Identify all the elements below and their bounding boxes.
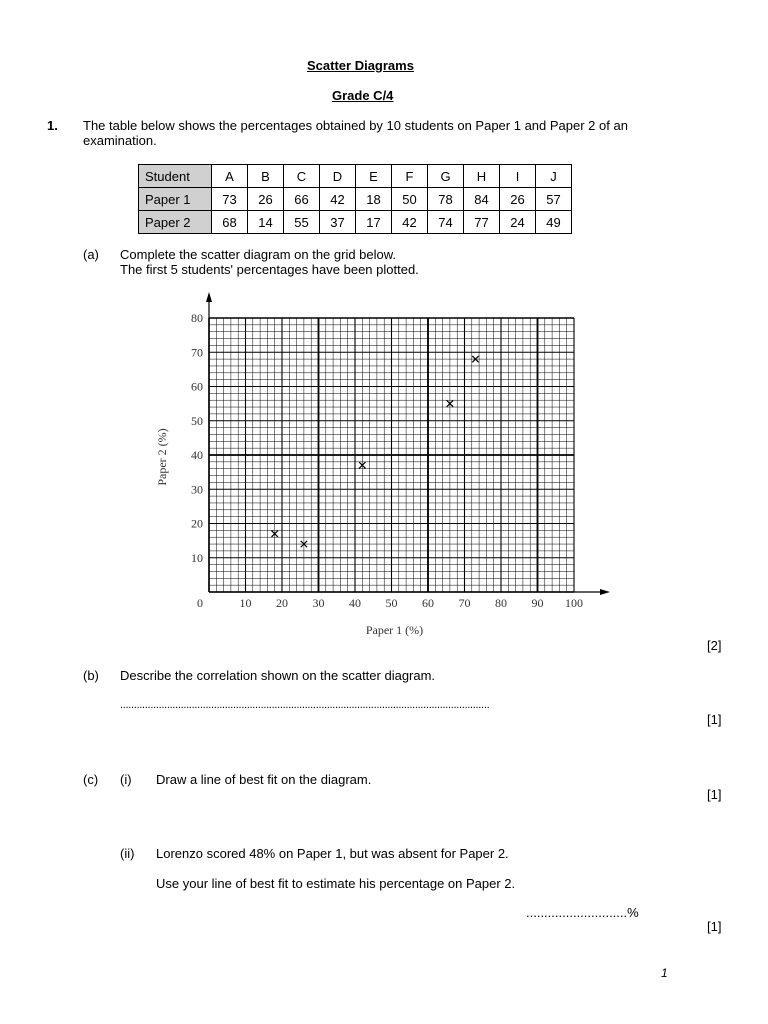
part-c-ii-line1: Lorenzo scored 48% on Paper 1, but was absent for Paper 2. (156, 846, 509, 861)
table-cell: G (428, 165, 464, 188)
table-cell: 77 (464, 211, 500, 234)
x-tick-label: 0 (197, 596, 203, 610)
table-cell: 42 (320, 188, 356, 211)
x-axis-arrow (600, 589, 610, 595)
y-tick-label: 20 (191, 516, 203, 531)
table-cell: 24 (500, 211, 536, 234)
y-axis-arrow (206, 292, 212, 302)
table-cell: 42 (392, 211, 428, 234)
question-intro-line2: examination. (83, 133, 157, 148)
row-label-student: Student (139, 165, 212, 188)
x-tick-label: 100 (565, 596, 583, 610)
table-cell: 17 (356, 211, 392, 234)
part-c-label: (c) (83, 772, 99, 787)
y-tick-label: 70 (191, 345, 203, 360)
x-tick-label: 60 (422, 596, 434, 610)
table-cell: 57 (536, 188, 572, 211)
table-cell: 26 (248, 188, 284, 211)
table-cell: 26 (500, 188, 536, 211)
table-cell: 74 (428, 211, 464, 234)
x-tick-label: 40 (349, 596, 361, 610)
y-axis-label: Paper 2 (%) (155, 428, 169, 486)
table-cell: I (500, 165, 536, 188)
y-tick-label: 80 (191, 311, 203, 325)
page-title: Scatter Diagrams (307, 58, 414, 73)
part-a-marks: [2] (707, 638, 722, 653)
x-tick-label: 20 (276, 596, 288, 610)
table-cell: 37 (320, 211, 356, 234)
table-cell: C (284, 165, 320, 188)
part-a-line2: The first 5 students' percentages have been plotted. (120, 262, 419, 277)
table-cell: 68 (212, 211, 248, 234)
x-axis-label: Paper 1 (%) (365, 623, 424, 637)
x-tick-label: 70 (458, 596, 471, 610)
table-cell: F (392, 165, 428, 188)
part-b-text: Describe the correlation shown on the scatter diagram. (120, 668, 436, 683)
part-c-i-text: Draw a line of best fit on the diagram. (156, 772, 372, 787)
x-tick-label: 50 (385, 596, 398, 610)
part-c-i-label: (i) (120, 772, 132, 787)
y-tick-label: 50 (191, 413, 203, 428)
y-tick-label: 10 (191, 550, 203, 565)
part-b-label: (b) (83, 668, 99, 683)
table-cell: D (320, 165, 356, 188)
table-cell: J (536, 165, 572, 188)
y-tick-label: 60 (191, 379, 203, 394)
part-b-marks: [1] (707, 712, 722, 727)
part-c-ii-line2: Use your line of best fit to estimate his percentage on Paper 2. (156, 876, 516, 891)
part-c-ii-marks: [1] (707, 919, 722, 934)
table-cell: E (356, 165, 392, 188)
table-cell: H (464, 165, 500, 188)
part-a-line1: Complete the scatter diagram on the grid below. (120, 247, 397, 262)
table-cell: 66 (284, 188, 320, 211)
table-cell: A (212, 165, 248, 188)
grade-label: Grade C/4 (332, 88, 394, 103)
chart-grid (209, 318, 574, 592)
page-number: 1 (661, 966, 668, 980)
table-cell: B (248, 165, 284, 188)
x-tick-label: 90 (531, 596, 544, 610)
y-tick-label: 30 (191, 482, 203, 497)
table-cell: 78 (428, 188, 464, 211)
x-tick-label: 30 (312, 596, 325, 610)
x-tick-label: 80 (495, 596, 507, 610)
y-tick-label: 40 (191, 448, 203, 462)
question-number: 1. (47, 118, 58, 133)
x-tick-label: 10 (239, 596, 252, 610)
table-cell: 14 (248, 211, 284, 234)
part-c-ii-label: (ii) (120, 846, 135, 861)
table-cell: 73 (212, 188, 248, 211)
table-cell: 18 (356, 188, 392, 211)
table-cell: 49 (536, 211, 572, 234)
table-cell: 55 (284, 211, 320, 234)
part-b-answer-line[interactable]: ...................................................................................................................................... (120, 699, 490, 711)
row-label-paper2: Paper 2 (139, 211, 212, 234)
part-c-i-marks: [1] (707, 787, 722, 802)
part-a-label: (a) (83, 247, 99, 262)
table-cell: 84 (464, 188, 500, 211)
table-cell: 50 (392, 188, 428, 211)
part-c-ii-answer[interactable]: ............................% (526, 905, 639, 920)
row-label-paper1: Paper 1 (139, 188, 212, 211)
question-intro-line1: The table below shows the percentages obtained by 10 students on Paper 1 and Paper 2 of an (83, 118, 628, 133)
